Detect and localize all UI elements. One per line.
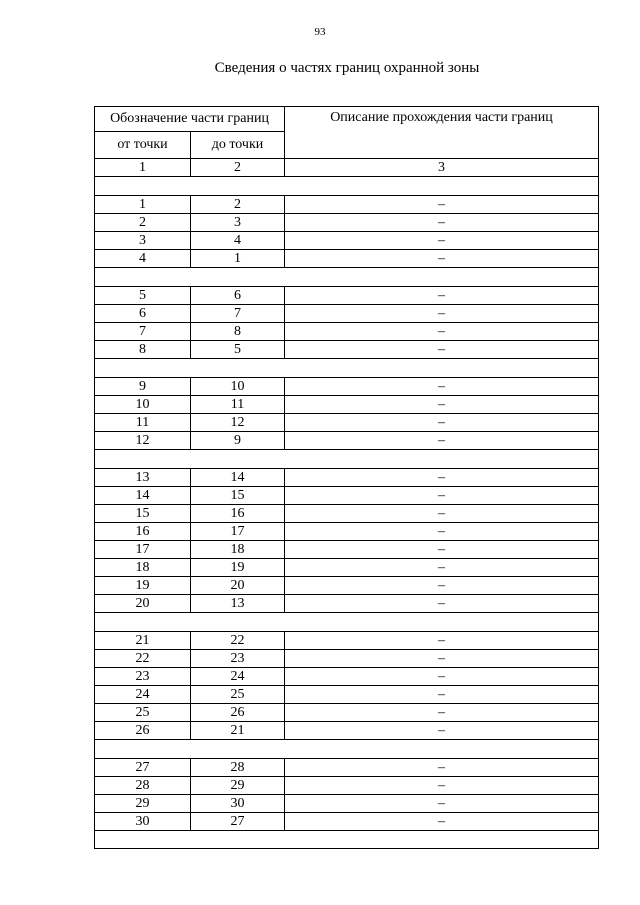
to-point-cell: 7 xyxy=(191,305,285,323)
table-row xyxy=(95,595,599,613)
table-row xyxy=(95,813,599,831)
table-row xyxy=(95,469,599,487)
from-point-cell: 28 xyxy=(95,777,191,795)
header-boundary-part-description: Описание прохождения части границ xyxy=(285,107,599,159)
group-separator-row xyxy=(95,268,599,287)
to-point-cell: 10 xyxy=(191,378,285,396)
to-point-cell: 13 xyxy=(191,595,285,613)
column-number-row xyxy=(95,159,599,177)
table-row xyxy=(95,704,599,722)
table-row xyxy=(95,795,599,813)
to-point-cell: 23 xyxy=(191,650,285,668)
table-row xyxy=(95,396,599,414)
from-point-cell: 23 xyxy=(95,668,191,686)
table-row xyxy=(95,378,599,396)
description-cell: – xyxy=(285,523,599,541)
description-cell: – xyxy=(285,759,599,777)
description-cell: – xyxy=(285,595,599,613)
from-point-cell: 13 xyxy=(95,469,191,487)
from-point-cell: 26 xyxy=(95,722,191,740)
to-point-cell: 24 xyxy=(191,668,285,686)
group-separator-cell xyxy=(95,740,599,759)
description-cell: – xyxy=(285,813,599,831)
to-point-cell: 19 xyxy=(191,559,285,577)
boundary-parts-table xyxy=(94,106,599,849)
table-row xyxy=(95,632,599,650)
group-separator-row xyxy=(95,177,599,196)
from-point-cell: 20 xyxy=(95,595,191,613)
description-cell: – xyxy=(285,341,599,359)
to-point-cell: 29 xyxy=(191,777,285,795)
description-cell: – xyxy=(285,686,599,704)
table-row xyxy=(95,523,599,541)
from-point-cell: 7 xyxy=(95,323,191,341)
table-row xyxy=(95,414,599,432)
from-point-cell: 19 xyxy=(95,577,191,595)
from-point-cell: 30 xyxy=(95,813,191,831)
from-point-cell: 27 xyxy=(95,759,191,777)
to-point-cell: 15 xyxy=(191,487,285,505)
description-cell: – xyxy=(285,232,599,250)
from-point-cell: 2 xyxy=(95,214,191,232)
to-point-cell: 16 xyxy=(191,505,285,523)
to-point-cell: 17 xyxy=(191,523,285,541)
from-point-cell: 3 xyxy=(95,232,191,250)
from-point-cell: 10 xyxy=(95,396,191,414)
header-from-point: от точки xyxy=(95,132,191,159)
group-separator-cell xyxy=(95,613,599,632)
to-point-cell: 20 xyxy=(191,577,285,595)
table-row xyxy=(95,287,599,305)
group-separator-cell xyxy=(95,831,599,849)
from-point-cell: 18 xyxy=(95,559,191,577)
from-point-cell: 16 xyxy=(95,523,191,541)
table-row xyxy=(95,541,599,559)
column-number: 2 xyxy=(191,159,285,177)
group-separator-cell xyxy=(95,268,599,287)
to-point-cell: 3 xyxy=(191,214,285,232)
to-point-cell: 22 xyxy=(191,632,285,650)
table-row xyxy=(95,196,599,214)
description-cell: – xyxy=(285,214,599,232)
group-separator-row xyxy=(95,613,599,632)
to-point-cell: 9 xyxy=(191,432,285,450)
to-point-cell: 12 xyxy=(191,414,285,432)
group-separator-row xyxy=(95,740,599,759)
group-separator-row xyxy=(95,831,599,849)
to-point-cell: 8 xyxy=(191,323,285,341)
description-cell: – xyxy=(285,414,599,432)
description-cell: – xyxy=(285,469,599,487)
table-row xyxy=(95,214,599,232)
from-point-cell: 11 xyxy=(95,414,191,432)
to-point-cell: 30 xyxy=(191,795,285,813)
to-point-cell: 11 xyxy=(191,396,285,414)
table-row xyxy=(95,650,599,668)
description-cell: – xyxy=(285,559,599,577)
table-row xyxy=(95,323,599,341)
description-cell: – xyxy=(285,632,599,650)
group-separator-row xyxy=(95,450,599,469)
from-point-cell: 15 xyxy=(95,505,191,523)
header-to-point: до точки xyxy=(191,132,285,159)
table-row xyxy=(95,432,599,450)
group-separator-row xyxy=(95,359,599,378)
table-row xyxy=(95,250,599,268)
description-cell: – xyxy=(285,323,599,341)
table-row xyxy=(95,505,599,523)
page-number: 93 xyxy=(314,26,326,38)
description-cell: – xyxy=(285,250,599,268)
table-row xyxy=(95,305,599,323)
description-cell: – xyxy=(285,287,599,305)
to-point-cell: 4 xyxy=(191,232,285,250)
from-point-cell: 5 xyxy=(95,287,191,305)
header-boundary-part-designation: Обозначение части границ xyxy=(95,107,285,132)
to-point-cell: 25 xyxy=(191,686,285,704)
to-point-cell: 1 xyxy=(191,250,285,268)
group-separator-cell xyxy=(95,177,599,196)
table-row xyxy=(95,577,599,595)
from-point-cell: 9 xyxy=(95,378,191,396)
description-cell: – xyxy=(285,378,599,396)
description-cell: – xyxy=(285,505,599,523)
to-point-cell: 27 xyxy=(191,813,285,831)
description-cell: – xyxy=(285,305,599,323)
to-point-cell: 6 xyxy=(191,287,285,305)
description-cell: – xyxy=(285,704,599,722)
description-cell: – xyxy=(285,650,599,668)
description-cell: – xyxy=(285,722,599,740)
description-cell: – xyxy=(285,668,599,686)
table-row xyxy=(95,232,599,250)
description-cell: – xyxy=(285,577,599,595)
description-cell: – xyxy=(285,541,599,559)
description-cell: – xyxy=(285,777,599,795)
to-point-cell: 21 xyxy=(191,722,285,740)
table-row xyxy=(95,668,599,686)
table-row xyxy=(95,341,599,359)
to-point-cell: 18 xyxy=(191,541,285,559)
from-point-cell: 17 xyxy=(95,541,191,559)
from-point-cell: 21 xyxy=(95,632,191,650)
from-point-cell: 25 xyxy=(95,704,191,722)
to-point-cell: 5 xyxy=(191,341,285,359)
to-point-cell: 14 xyxy=(191,469,285,487)
from-point-cell: 14 xyxy=(95,487,191,505)
from-point-cell: 24 xyxy=(95,686,191,704)
from-point-cell: 12 xyxy=(95,432,191,450)
from-point-cell: 8 xyxy=(95,341,191,359)
from-point-cell: 6 xyxy=(95,305,191,323)
table-row xyxy=(95,487,599,505)
from-point-cell: 4 xyxy=(95,250,191,268)
group-separator-cell xyxy=(95,359,599,378)
column-number: 1 xyxy=(95,159,191,177)
document-title: Сведения о частях границ охранной зоны xyxy=(214,60,480,76)
description-cell: – xyxy=(285,432,599,450)
from-point-cell: 22 xyxy=(95,650,191,668)
description-cell: – xyxy=(285,795,599,813)
table-row xyxy=(95,722,599,740)
table-row xyxy=(95,759,599,777)
to-point-cell: 2 xyxy=(191,196,285,214)
description-cell: – xyxy=(285,396,599,414)
to-point-cell: 28 xyxy=(191,759,285,777)
to-point-cell: 26 xyxy=(191,704,285,722)
table-row xyxy=(95,559,599,577)
from-point-cell: 1 xyxy=(95,196,191,214)
description-cell: – xyxy=(285,196,599,214)
group-separator-cell xyxy=(95,450,599,469)
table-row xyxy=(95,686,599,704)
from-point-cell: 29 xyxy=(95,795,191,813)
column-number: 3 xyxy=(285,159,599,177)
table-row xyxy=(95,777,599,795)
description-cell: – xyxy=(285,487,599,505)
